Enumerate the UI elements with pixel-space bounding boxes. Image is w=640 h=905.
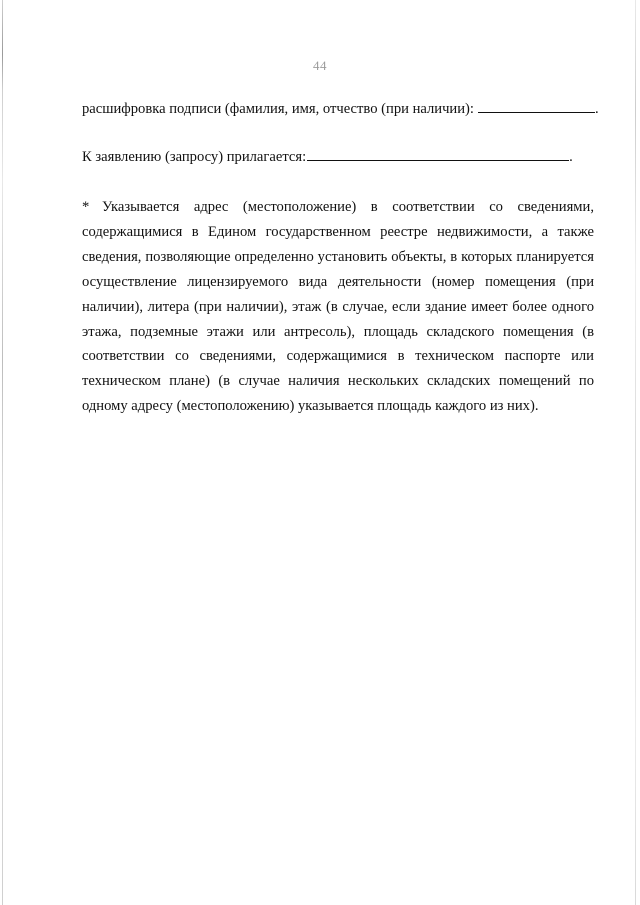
footnote-asterisk: * [82, 199, 90, 215]
signature-decoding-terminator: . [594, 101, 599, 117]
attachment-blank [307, 146, 569, 161]
signature-decoding-label: расшифровка подписи (фамилия, имя, отчество (при наличии): [82, 101, 474, 117]
footnote-text: Указывается адрес (местоположение) в соответствии со сведениями, содержащимися в Едином государственном реестре недвижимости, а также сведения, позволяющие определенно установить объекты, в которых планируется осуществление лицензируемого вида деятельности (номер помещения (при наличии), литера (при наличии), этаж (в случае, если здание имеет более одного этажа, подземные этажи или антресоль), площадь складского помещения (в соответствии со сведениями, содержащимися в техническом паспорте или техническом плане) (в случае наличия нескольких складских помещений по одному адресу (местоположению) указывается площадь каждого из них). [82, 199, 594, 415]
scan-edge-left [2, 0, 3, 905]
signature-decoding-blank [478, 98, 595, 113]
attachment-label: К заявлению (запросу) прилагается: [82, 149, 307, 165]
page-number: 44 [313, 58, 327, 73]
attachment-line [82, 146, 573, 166]
footnote [82, 195, 594, 419]
scan-edge-right [635, 0, 636, 905]
signature-decoding-line [82, 98, 599, 118]
attachment-terminator: . [569, 149, 573, 165]
